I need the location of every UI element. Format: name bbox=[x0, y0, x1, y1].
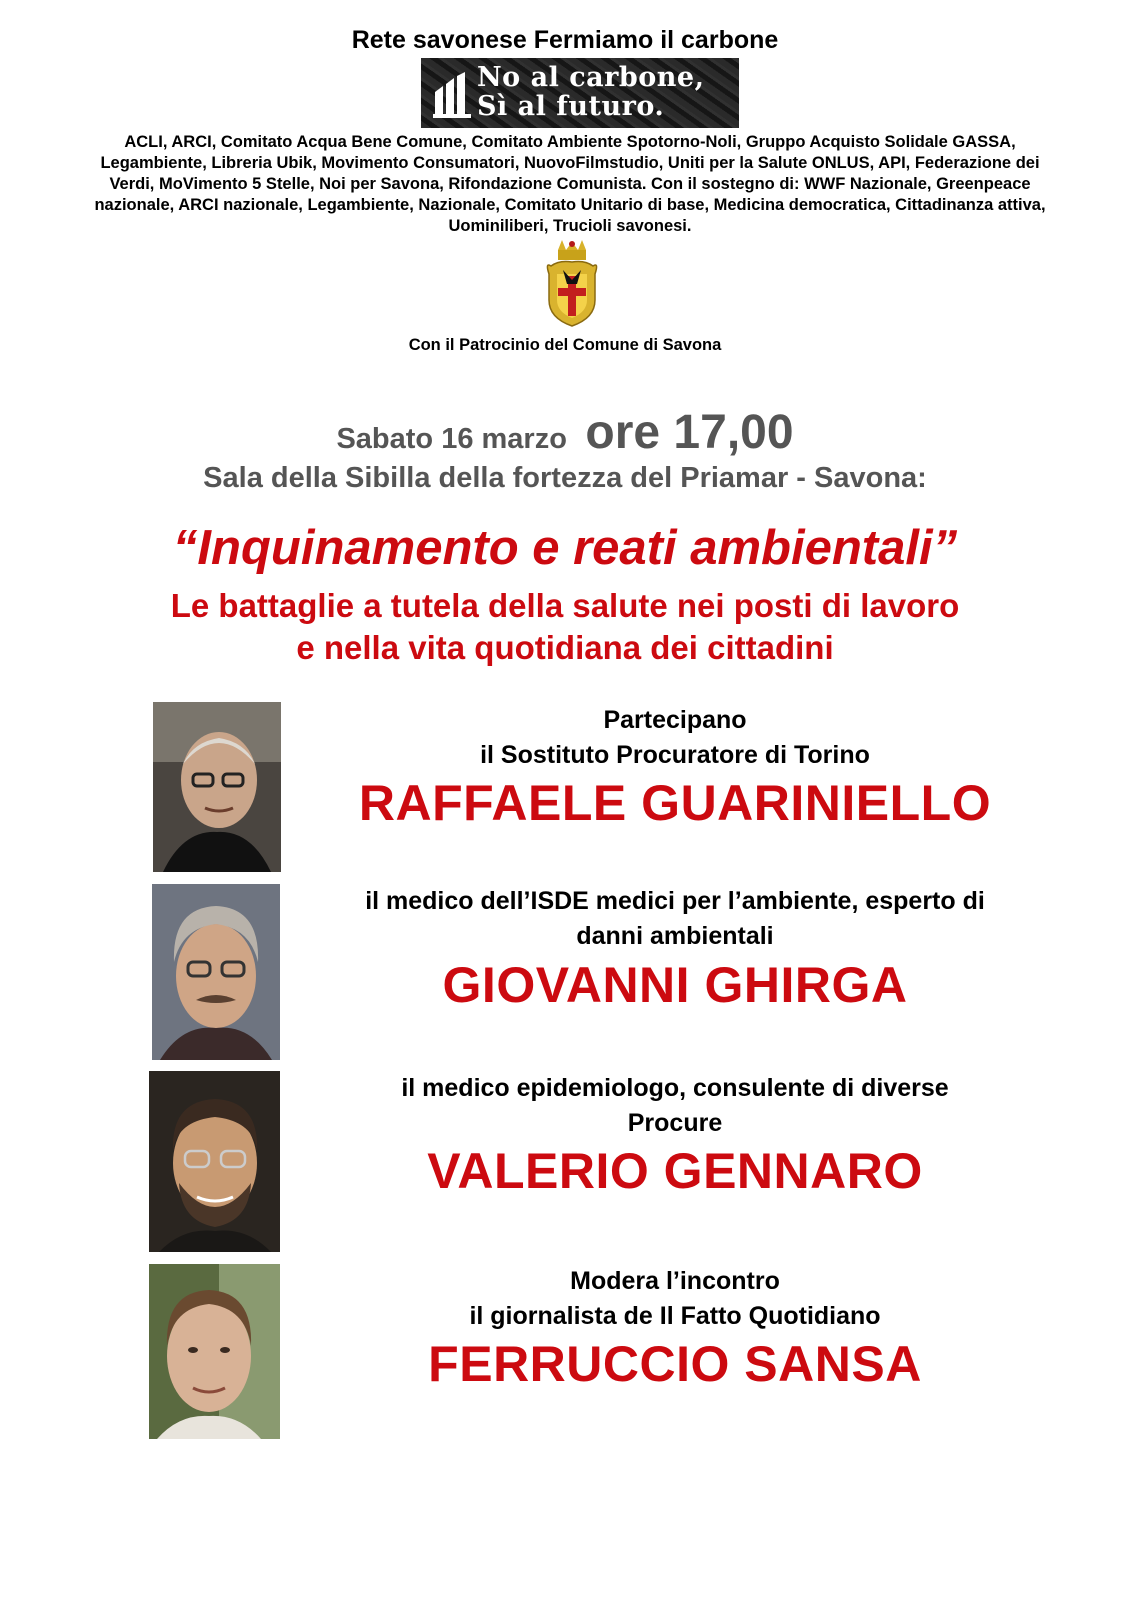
logo-text-line2: Sì al futuro. bbox=[477, 91, 665, 122]
speaker-intro-4-line-1: Modera l’incontro bbox=[570, 1267, 780, 1295]
no-carbone-logo bbox=[421, 58, 739, 128]
event-subtitle bbox=[0, 585, 1130, 669]
speaker-intro-1 bbox=[300, 703, 1050, 773]
event-date: Sabato 16 marzo bbox=[336, 423, 567, 455]
savona-coat-of-arms-icon bbox=[545, 240, 599, 328]
speaker-name-4: FERRUCCIO SANSA bbox=[428, 1336, 922, 1392]
speaker-intro-3-line-1: il medico epidemiologo, consulente di diverse bbox=[401, 1074, 949, 1102]
event-venue: Sala della Sibilla della fortezza del Priamar - Savona: bbox=[203, 462, 927, 494]
date-time-line bbox=[0, 405, 1130, 460]
speaker-intro-3-line-2: Procure bbox=[627, 1109, 723, 1137]
network-title: Rete savonese Fermiamo il carbone bbox=[351, 26, 779, 54]
speaker-photo-gennaro bbox=[149, 1071, 280, 1252]
speaker-intro-2-line-2: danni ambientali bbox=[576, 922, 774, 950]
speaker-intro-1-line-2: il Sostituto Procuratore di Torino bbox=[480, 741, 870, 769]
speaker-photo-sansa bbox=[149, 1264, 280, 1439]
speaker-photo-ghirga bbox=[152, 884, 280, 1060]
subtitle-line-1: Le battaglie a tutela della salute nei posti di lavoro bbox=[170, 587, 960, 624]
speaker-intro-3 bbox=[300, 1071, 1050, 1141]
subtitle-line-2: e nella vita quotidiana dei cittadini bbox=[296, 629, 834, 666]
logo-text-line1: No al carbone, bbox=[477, 62, 705, 93]
speaker-intro-4 bbox=[300, 1264, 1050, 1334]
speaker-intro-2 bbox=[300, 884, 1050, 954]
speaker-name-3: VALERIO GENNARO bbox=[427, 1143, 923, 1199]
factory-icon bbox=[433, 72, 473, 118]
speaker-name-2: GIOVANNI GHIRGA bbox=[442, 957, 908, 1013]
event-title: “Inquinamento e reati ambientali” bbox=[172, 521, 958, 575]
patronage-text: Con il Patrocinio del Comune di Savona bbox=[408, 336, 722, 354]
speaker-intro-2-line-1: il medico dell’ISDE medici per l’ambiente, esperto di bbox=[365, 887, 985, 915]
speaker-name-1: RAFFAELE GUARINIELLO bbox=[358, 775, 992, 831]
member-organizations: ACLI, ARCI, Comitato Acqua Bene Comune, Comitato Ambiente Spotorno-Noli, Gruppo Acquisto Solidale GASSA, Legambiente, Libreria Ubik, Movimento Consumatori, NuovoFilmstudio, Uniti per la Salute ONLUS, API, Federazione dei Verdi, MoVimento 5 Stelle, Noi per Savona, Rifondazione Comunista. Con il sostegno di: WWF Nazionale, Greenpeace nazionale, ARCI nazionale, Legambiente, Nazionale, Comitato Unitario di base, Medicina democratica, Cittadinanza attiva, Uominiliberi, Trucioli savonesi. bbox=[94, 133, 1046, 235]
speaker-photo-guariniello bbox=[153, 702, 281, 872]
speaker-intro-1-line-1: Partecipano bbox=[603, 706, 747, 734]
event-time: ore 17,00 bbox=[585, 406, 794, 459]
speaker-intro-4-line-2: il giornalista de Il Fatto Quotidiano bbox=[469, 1302, 881, 1330]
